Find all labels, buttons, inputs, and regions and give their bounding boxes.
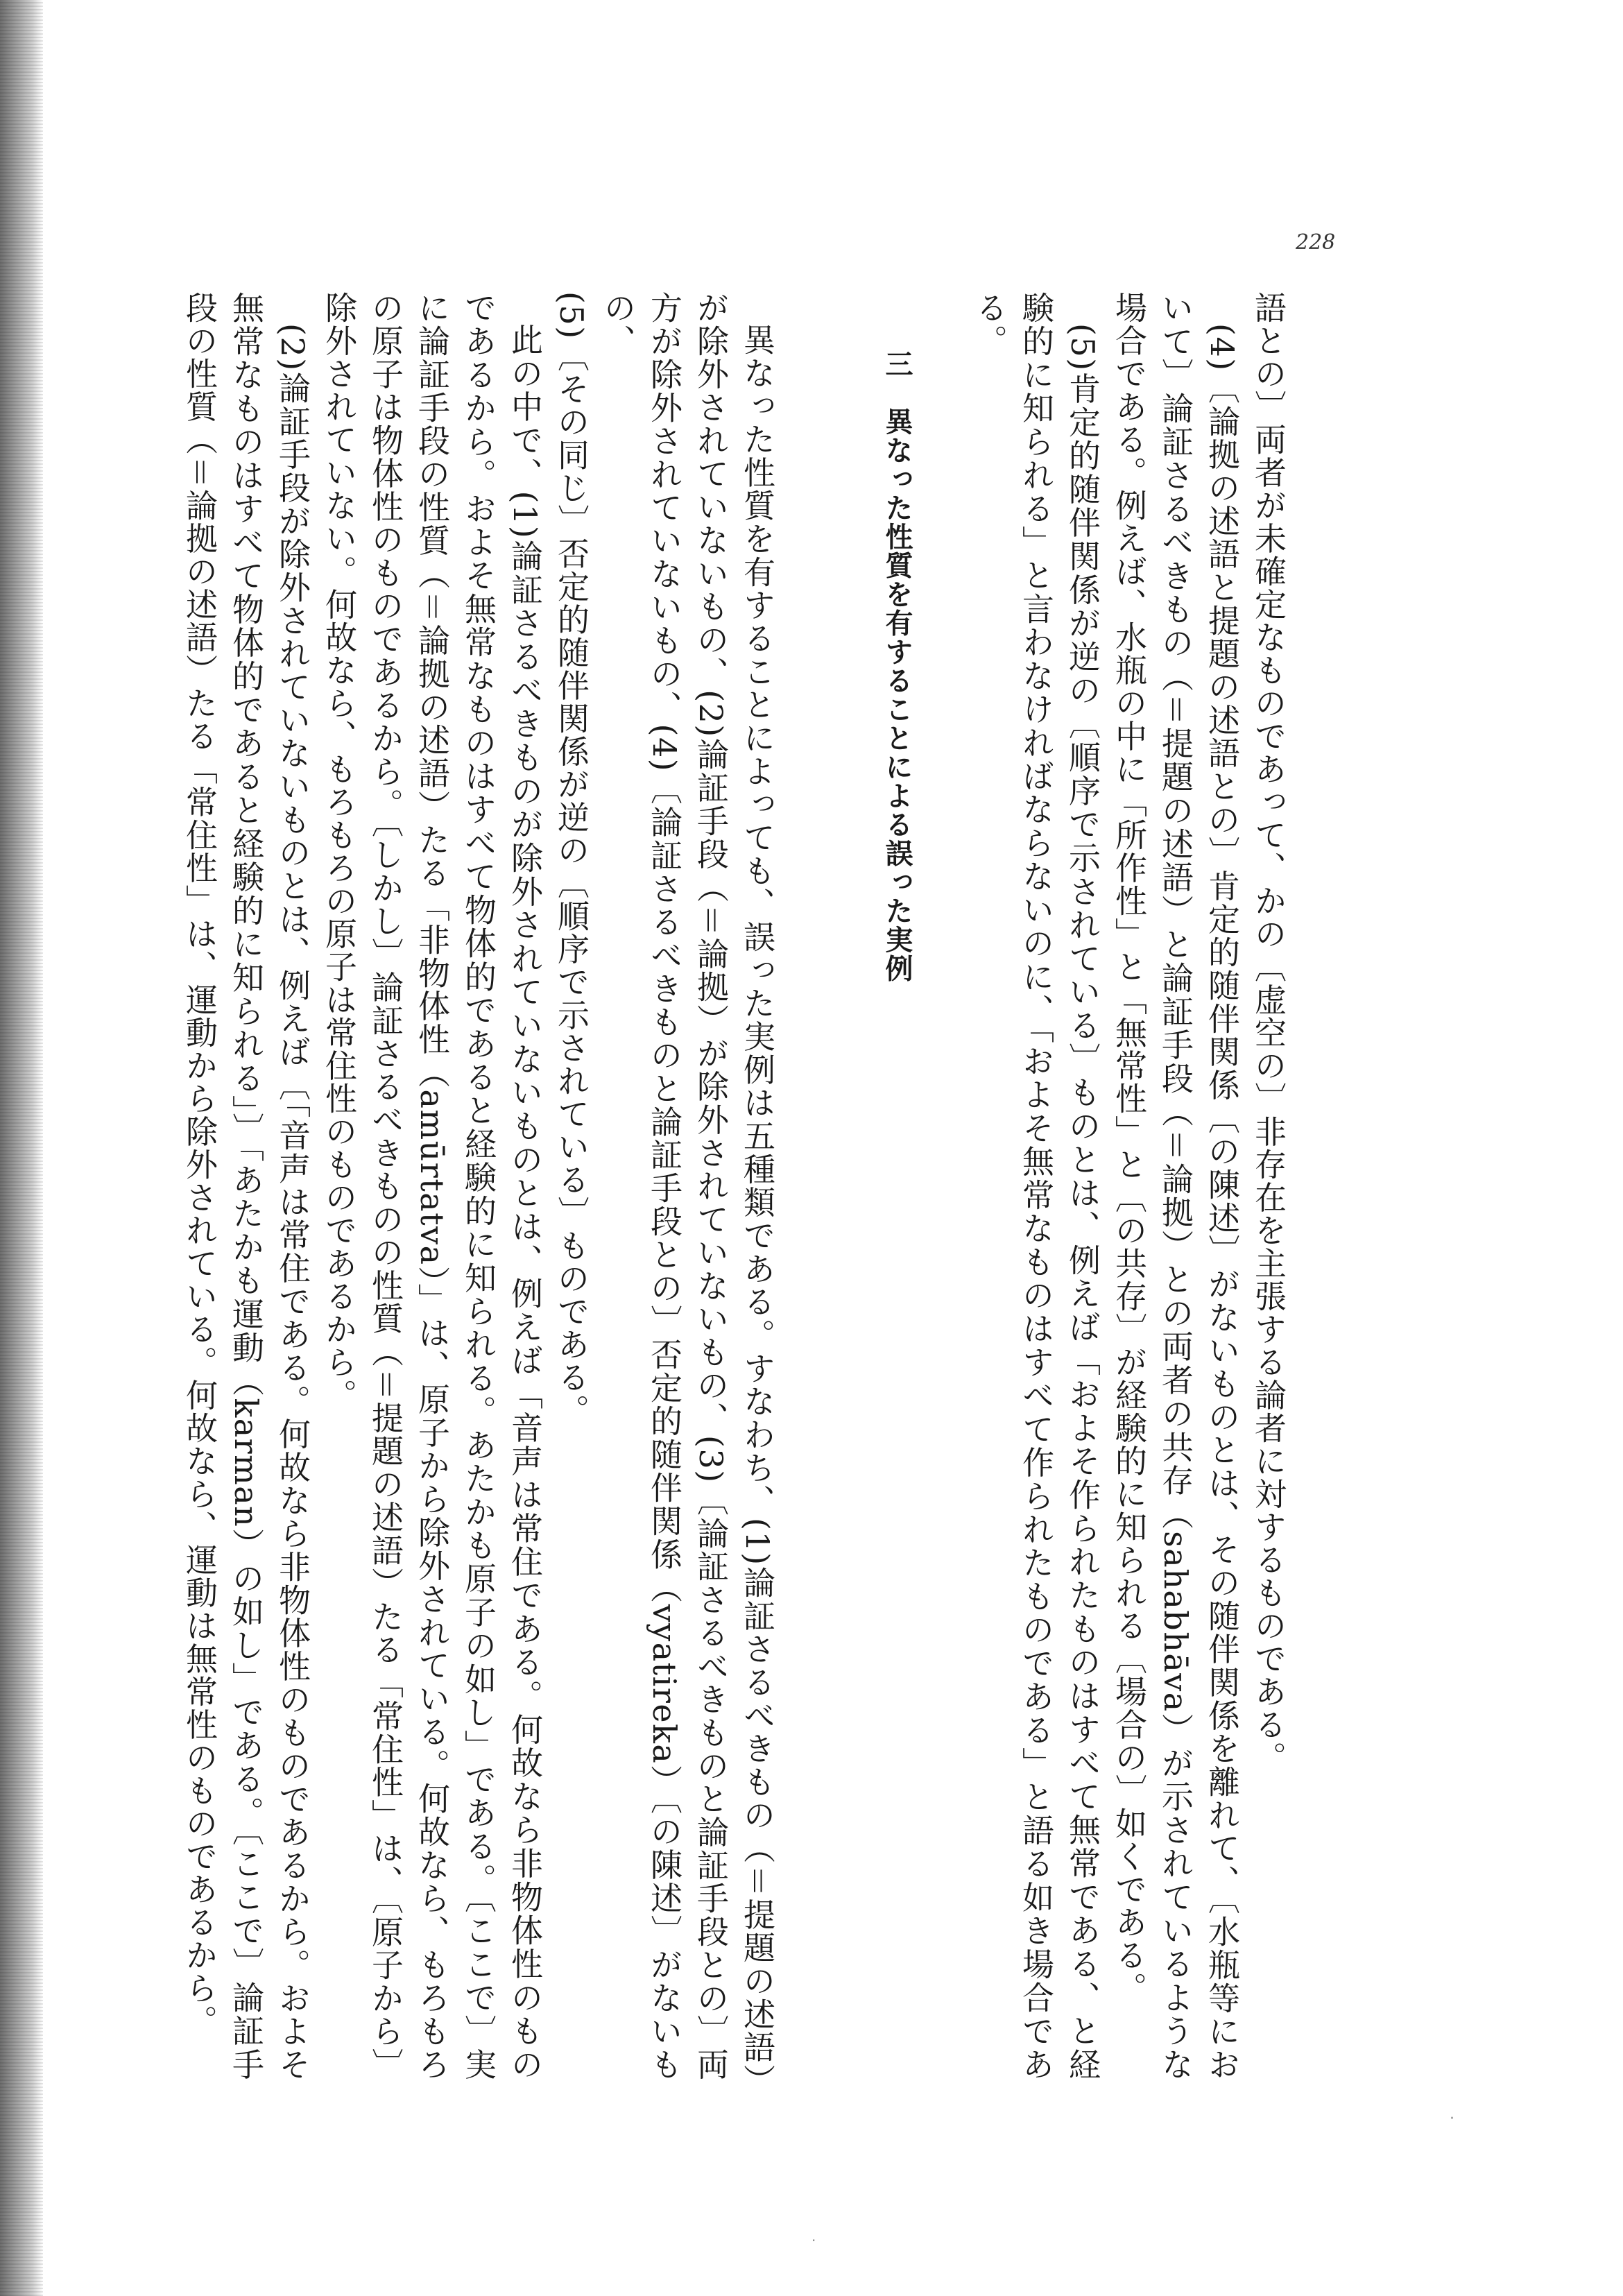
paragraph-4: 異なった性質を有することによっても、誤った実例は五種類である。すなわち、(1)論証さるべきもの（＝提題の述語）が除外されていないもの、(2)論証手段（＝論拠）が除外されていないもの、(3)〔論証さるべきものと論証手段との〕両方が除外されていないもの、(4)〔論証さるべきものと論証手段との〕否定的随伴関係（vyatireka）〔の陳述〕がないもの、: [599, 291, 776, 2081]
paragraph-6: 此の中で、(1)論証さるべきものが除外されていないものとは、例えば「音声は常住である。何故なら非物体性のものであるから。およそ無常なものはすべて物体的であると経験的に知られる。あたかも原子の如し」である。〔ここで〕実に論証手段の性質（＝論拠の述語）たる「非物体性（amūrtatva）」は、原子から除外されている。何故なら、もろもろの原子は物体性のものであるから。〔しかし〕論証さるべきものの性質（＝提題の述語）たる「常住性」は、〔原子から〕除外されていない。何故なら、もろもろの原子は常住性のものであるから。: [320, 291, 544, 2081]
scan-speck: ·: [1450, 2110, 1454, 2127]
scan-shadow-edge: [0, 0, 43, 2296]
section-heading: 三 異なった性質を有することによる誤った実例: [881, 350, 913, 983]
paragraph-7: (2)論証手段が除外されていないものとは、例えば〔「音声は常住である。何故なら非物体性のものであるから。およそ無常なものはすべて物体的であると経験的に知られる」〕「あたかも運動（karman）の如し」である。〔ここで〕論証手段の性質（＝論拠の述語）たる「常住性」は、運動から除外されている。何故なら、運動は無常性のものであるから。: [181, 291, 311, 2081]
paragraph-3: (5)肯定的随伴関係が逆の〔順序で示されている〕ものとは、例えば「およそ作られたものはすべて無常である、と経験的に知られる」と言わなければならないのに、「およそ無常なものはすべて作られたものである」と語る如き場合である。: [971, 291, 1101, 2082]
scan-speck: ·: [812, 2232, 816, 2249]
paragraph-2: (4)〔論拠の述語と提題の述語との〕肯定的随伴関係〔の陳述〕がないものとは、その随伴関係を離れて、〔水瓶等において〕論証さるべきもの（＝提題の述語）と論証手段（＝論拠）との両者の共存（sahabhāva）が示されているような場合である。例えば、水瓶の中に「所作性」と「無常性」と〔の共存〕が経験的に知られる〔場合の〕如くである。: [1110, 291, 1241, 2081]
paragraph-5: (5)〔その同じ〕否定的随伴関係が逆の〔順序で示されている〕ものである。: [553, 291, 590, 1428]
paragraph-1: 語との〕両者が未確定なものであって、かの〔虚空の〕非存在を主張する論者に対するものである。: [1250, 291, 1287, 1774]
page-number: 228: [1296, 230, 1336, 255]
vertical-text-block: [85, 291, 1291, 2081]
